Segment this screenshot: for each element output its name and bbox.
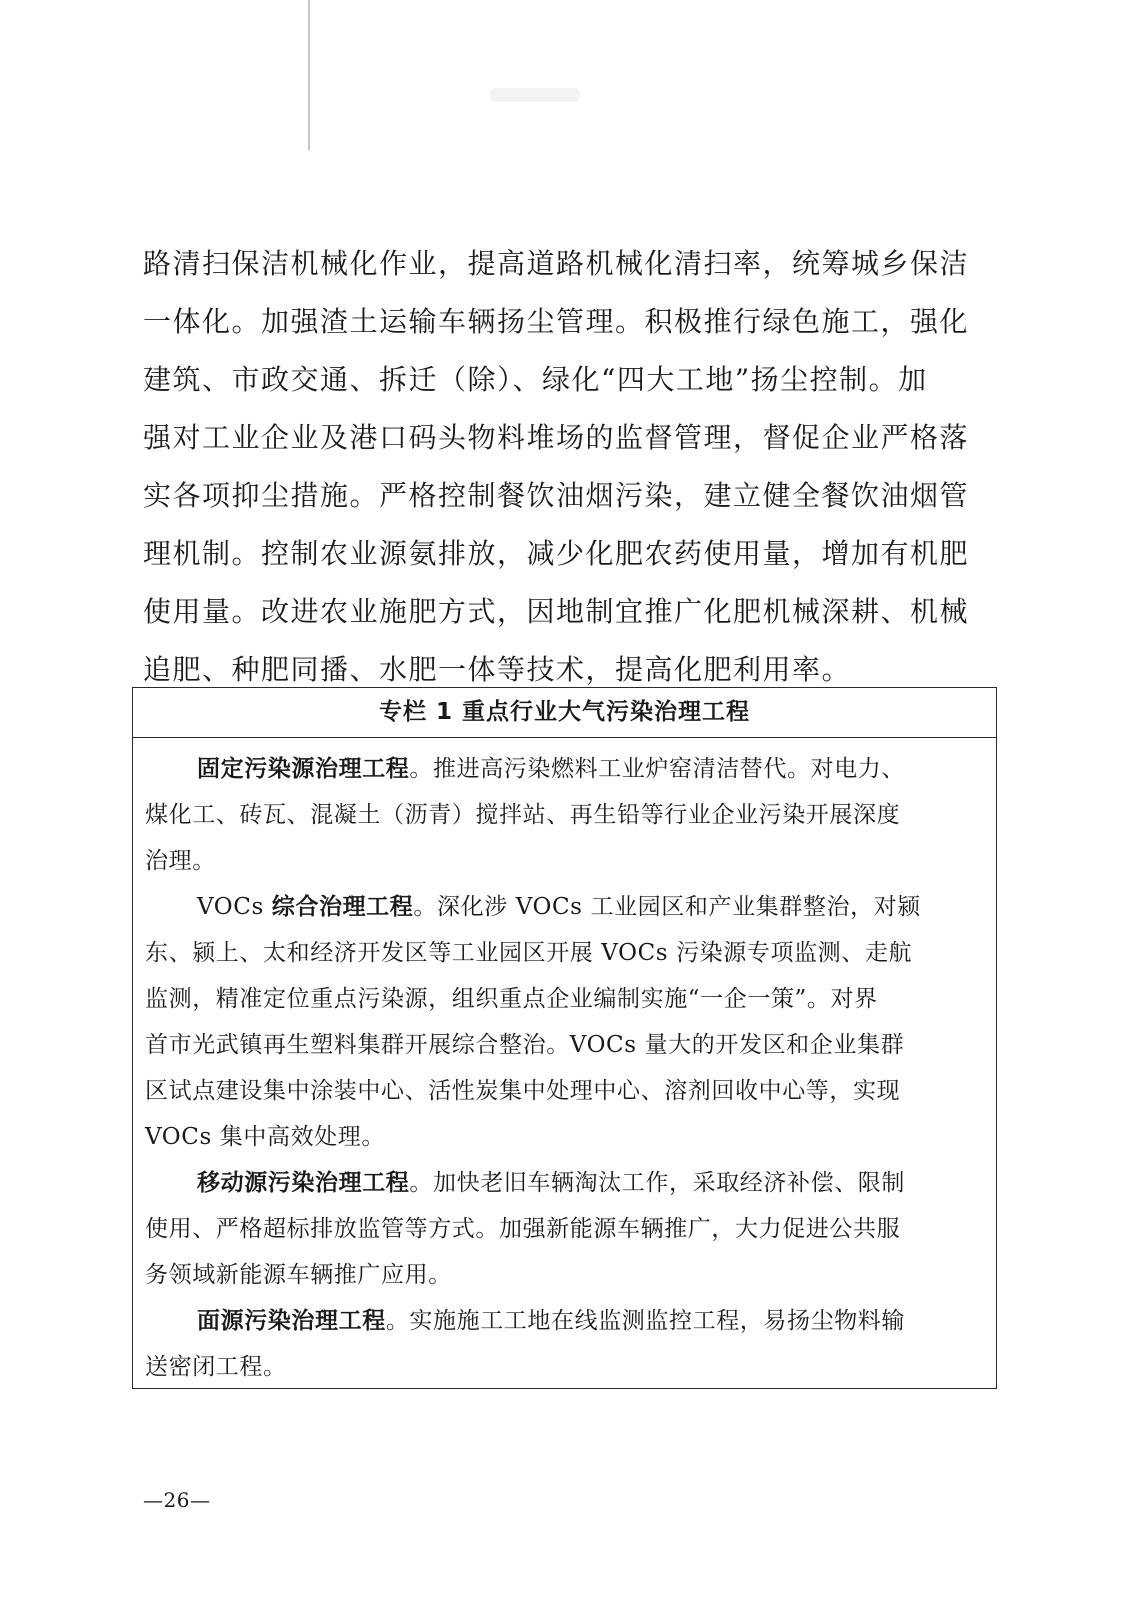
box-line: 首市光武镇再生塑料集群开展综合整治。VOCs 量大的开发区和企业集群 [145, 1032, 905, 1058]
box-line: 区试点建设集中涂装中心、活性炭集中处理中心、溶剂回收中心等，实现 [145, 1078, 901, 1104]
body-line: 路清扫保洁机械化作业，提高道路机械化清扫率，统筹城乡保洁 [143, 247, 970, 280]
box-line [145, 884, 986, 930]
body-line: 理机制。控制农业源氨排放，减少化肥农药使用量，增加有机肥 [143, 537, 970, 570]
section-heading: 面源污染治理工程 [197, 1307, 386, 1334]
box-text: 。深化涉 VOCs 工业园区和产业集群整治，对颍 [413, 894, 921, 920]
box-text: VOCs [197, 894, 272, 920]
body-line: 追肥、种肥同播、水肥一体等技术，提高化肥利用率。 [143, 653, 852, 686]
body-line: 实各项抑尘措施。严格控制餐饮油烟污染，建立健全餐饮油烟管 [143, 479, 970, 512]
binding-margin-line [308, 0, 310, 150]
box-line: 监测，精准定位重点污染源，组织重点企业编制实施“一企一策”。对界 [145, 986, 878, 1012]
section-heading: 综合治理工程 [271, 893, 414, 920]
box-body [133, 738, 996, 1390]
box-line: VOCs 集中高效处理。 [145, 1124, 385, 1150]
box-line: 务领域新能源车辆推广应用。 [145, 1262, 452, 1288]
box-text: 。推进高污染燃料工业炉窑清洁替代。对电力、 [409, 756, 906, 782]
box-title: 专栏 1 重点行业大气污染治理工程 [133, 688, 996, 738]
body-line: 一体化。加强渣土运输车辆扬尘管理。积极推行绿色施工，强化 [143, 305, 970, 338]
box-line: 使用、严格超标排放监管等方式。加强新能源车辆推广，大力促进公共服 [145, 1216, 901, 1242]
body-line: 建筑、市政交通、拆迁（除）、绿化“四大工地”扬尘控制。加 [143, 363, 928, 396]
box-line [145, 746, 986, 792]
section-heading: 固定污染源治理工程 [197, 755, 410, 782]
box-text: 。实施施工工地在线监测监控工程，易扬尘物料输 [385, 1308, 906, 1334]
box-line: 煤化工、砖瓦、混凝土（沥青）搅拌站、再生铅等行业企业污染开展深度 [145, 802, 901, 828]
body-paragraph [143, 235, 983, 699]
body-line: 强对工业企业及港口码头物料堆场的监督管理，督促企业严格落 [143, 421, 970, 454]
page-number: —26— [143, 1488, 211, 1512]
scan-smudge [490, 88, 580, 102]
box-line: 送密闭工程。 [145, 1354, 287, 1380]
box-line [145, 1160, 986, 1206]
box-line: 治理。 [145, 848, 216, 874]
box-text: 。加快老旧车辆淘汰工作，采取经济补偿、限制 [409, 1170, 906, 1196]
box-line [145, 1298, 986, 1344]
box-line: 东、颍上、太和经济开发区等工业园区开展 VOCs 污染源专项监测、走航 [145, 940, 913, 966]
body-line: 使用量。改进农业施肥方式，因地制宜推广化肥机械深耕、机械 [143, 595, 970, 628]
section-heading: 移动源污染治理工程 [197, 1169, 410, 1196]
feature-column-box [132, 687, 997, 1389]
